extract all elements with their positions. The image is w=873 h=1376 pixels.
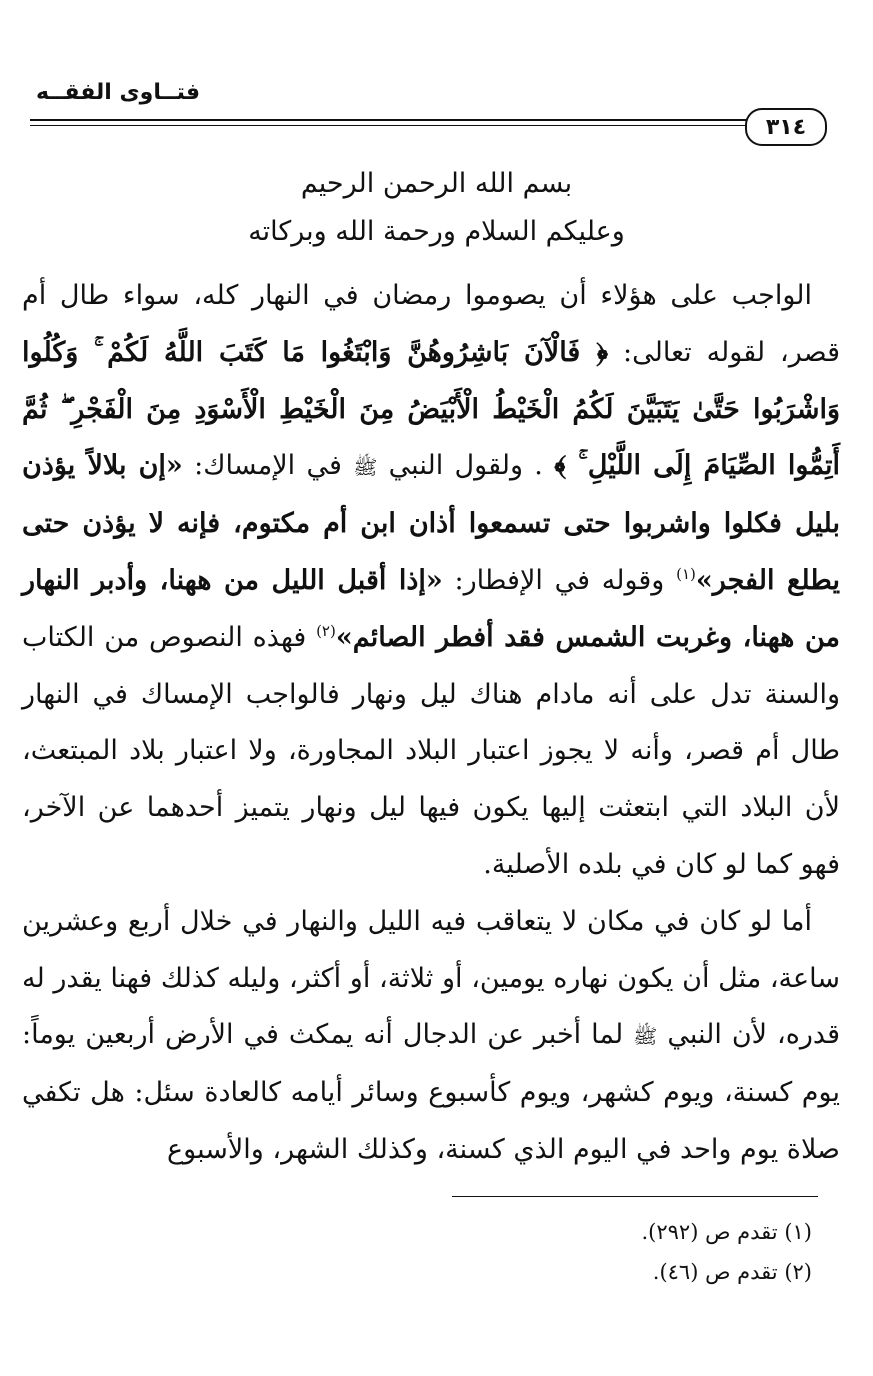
header-rule-thin	[30, 125, 820, 126]
paragraph-2	[22, 894, 840, 1179]
footnote-ref-1: (١)	[676, 564, 696, 583]
page-number: ٣١٤	[745, 108, 827, 146]
quran-verse: ﴿ فَالْآنَ بَاشِرُوهُنَّ وَابْتَغُوا مَا كَتَبَ اللَّهُ لَكُمْ ۚ وَكُلُوا وَاشْرَبُوا حَتَّىٰ يَتَبَيَّنَ لَكُمُ الْخَيْطُ الْأَبْيَضُ مِنَ الْخَيْطِ الْأَسْوَدِ مِنَ الْفَجْرِ ۖ ثُمَّ أَتِمُّوا الصِّيَامَ إِلَى اللَّيْلِ ۚ ﴾	[22, 336, 840, 482]
text-segment: أما لو كان في مكان لا يتعاقب فيه الليل والنهار في خلال أربع وعشرين ساعة، مثل أن يكون نهاره يومين، أو ثلاثة، أو أكثر، وليله كذلك فهنا يقدر له قدره، لأن النبي	[22, 905, 840, 1051]
text-segment: وقوله في الإفطار:	[454, 564, 665, 596]
hadith-quote: «إذا أقبل الليل من ههنا، وأدبر النهار من ههنا، وغربت الشمس فقد أفطر الصائم»	[22, 564, 840, 653]
footnote-separator	[452, 1196, 818, 1197]
basmala: بسم الله الرحمن الرحيم	[300, 168, 573, 199]
greeting: وعليكم السلام ورحمة الله وبركاته	[248, 216, 625, 247]
footnote-1: (١) تقدم ص (٢٩٢).	[641, 1220, 812, 1244]
salutation-glyph: ﷺ	[633, 1024, 658, 1049]
text-segment: الواجب على هؤلاء أن يصوموا رمضان في النهار كله، سواء طال أم قصر، لقوله تعالى:	[22, 280, 840, 368]
footnote-ref-2: (٢)	[316, 621, 336, 640]
text-segment: لما أخبر عن الدجال أنه يمكث في الأرض أربعين يوماً: يوم كسنة، ويوم كشهر، ويوم كأسبوع وسائر أيامه كالعادة سئل: هل تكفي صلاة يوم واحد في اليوم الذي كسنة، وكذلك الشهر، والأسبوع	[22, 1019, 840, 1165]
paragraph-1	[22, 268, 840, 894]
footnote-2: (٢) تقدم ص (٤٦).	[652, 1260, 812, 1284]
header-rule-thick	[30, 119, 820, 121]
text-segment: . ولقول النبي	[388, 450, 543, 482]
hadith-quote: «إن بلالاً يؤذن بليل فكلوا واشربوا حتى تسمعوا أذان ابن أم مكتوم، فإنه لا يؤذن حتى يطلع الفجر»	[22, 450, 840, 596]
fatwa-body	[22, 268, 840, 1179]
salutation-glyph: ﷺ	[353, 455, 378, 480]
running-head-title: فتــاوى الفقــه	[36, 80, 201, 105]
header-rule	[30, 117, 820, 131]
text-segment: فهذه النصوص من الكتاب والسنة تدل على أنه مادام هناك ليل ونهار فالواجب الإمساك في النهار طال أم قصر، وأنه لا يجوز اعتبار البلاد المجاورة، ولا اعتبار بلاد المبتعث، لأن البلاد التي ابتعثت إليها يكون فيها ليل ونهار يتميز أحدهما عن الآخر، فهو كما لو كان في بلده الأصلية.	[22, 621, 840, 880]
footnotes	[22, 1212, 812, 1292]
text-segment: في الإمساك:	[194, 450, 342, 482]
